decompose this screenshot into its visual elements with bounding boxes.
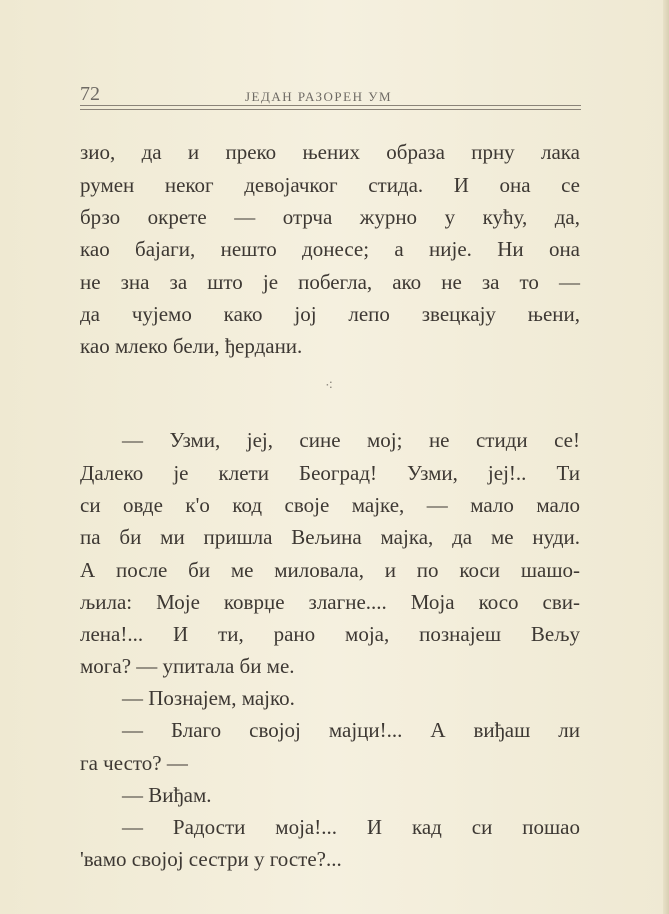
text-line: љила: Моје коврџе злагне.... Моја косо сви- [80, 590, 580, 614]
text-line: зио, да и преко њених образа прну лака [80, 140, 580, 164]
page-header [80, 83, 580, 105]
text-line: румен неког девојачког стида. И она се [80, 173, 580, 197]
text-line: као бајаги, нешто донесе; а није. Ни она [80, 237, 580, 261]
page-number: 72 [80, 83, 100, 105]
header-rule-bottom [80, 109, 581, 110]
text-line: си овде к'о код своје мајке, — мало мало [80, 493, 580, 517]
section-separator: ⁖ [325, 378, 334, 394]
text-line: лена!... И ти, рано моја, познајеш Вељу [80, 622, 580, 646]
text-line: — Узми, јеј, сине мој; не стиди се! [122, 428, 580, 452]
header-rule-top [80, 105, 581, 106]
text-line: А после би ме миловала, и по коси шашо- [80, 558, 580, 582]
text-line: — Благо својој мајци!... А виђаш ли [122, 718, 580, 742]
text-line: — Познајем, мајко. [122, 686, 295, 710]
text-line: — Радости моја!... И кад си пошао [122, 815, 580, 839]
page-edge [663, 0, 669, 914]
text-line: као млеко бели, ђердани. [80, 334, 303, 358]
text-line: не зна за што је побегла, ако не за то — [80, 270, 580, 294]
text-line: да чујемо како јој лепо звецкају њени, [80, 302, 580, 326]
text-line: га често? — [80, 751, 188, 775]
text-line: Далеко је клети Београд! Узми, јеј!.. Ти [80, 461, 580, 485]
text-line: 'вамо својој сестри у госте?... [80, 847, 342, 871]
text-line: — Виђам. [122, 783, 212, 807]
text-line: па би ми пришла Вељина мајка, да ме нуди. [80, 525, 580, 549]
text-line: мога? — упитала би ме. [80, 654, 295, 678]
text-line: брзо окрете — отрча журно у кућу, да, [80, 205, 580, 229]
running-title: ЈЕДАН РАЗОРЕН УМ [245, 89, 392, 104]
